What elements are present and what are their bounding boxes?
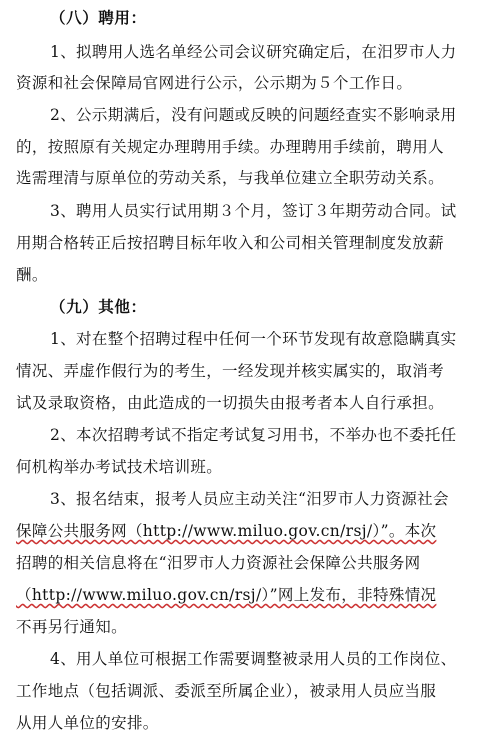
section-8-line-1: 1、拟聘用人选名单经公司会议研究确定后，在汨罗市人力	[50, 43, 457, 61]
section-9-line-7-url: 保障公共服务网（http://www.miluo.gov.cn/rsj/）”。本次	[16, 522, 437, 540]
section-8-line-6: 3、聘用人员实行试用期３个月，签订３年期劳动合同。试	[50, 202, 457, 220]
section-8-line-7: 用期合格转正后按招聘目标年收入和公司相关管理制度发放薪	[16, 234, 444, 252]
section-9-line-3: 试及录取资格，由此造成的一切损失由报考者本人自行承担。	[16, 394, 444, 412]
section-8-line-3: 2、公示期满后，没有问题或反映的问题经查实不影响录用	[50, 106, 457, 124]
section-9-line-4: 2、本次招聘考试不指定考试复习用书，不举办也不委托任	[50, 426, 457, 444]
section-9-line-6: 3、报名结束，报考人员应主动关注“汨罗市人力资源社会	[50, 490, 449, 508]
section-8-line-2: 资源和社会保障局官网进行公示，公示期为５个工作日。	[16, 74, 413, 92]
section-9-heading: （九）其他：	[50, 297, 147, 316]
section-8-heading: （八）聘用：	[50, 8, 147, 27]
section-9-line-9-url: （http://www.miluo.gov.cn/rsj/）”网上发布，非特殊情况	[16, 586, 437, 604]
section-9-line-13: 从用人单位的安排。	[16, 714, 159, 732]
section-8-line-4: 的，按照原有关规定办理聘用手续。办理聘用手续前，聘用人	[16, 138, 444, 156]
section-8-line-5: 选需理清与原单位的劳动关系，与我单位建立全职劳动关系。	[16, 169, 444, 187]
section-9-line-1: 1、对在整个招聘过程中任何一个环节发现有故意隐瞒真实	[50, 330, 457, 348]
section-9-line-2: 情况、弄虚作假行为的考生，一经发现并核实属实的，取消考	[16, 362, 444, 380]
section-9-line-11: 4、用人单位可根据工作需要调整被录用人员的工作岗位、	[50, 650, 457, 668]
section-9-line-5: 何机构举办考试技术培训班。	[16, 458, 223, 476]
section-9-line-10: 不再另行通知。	[16, 618, 127, 636]
section-8-line-8: 酬。	[16, 266, 48, 284]
section-9-line-8: 招聘的相关信息将在“汨罗市人力资源社会保障公共服务网	[16, 554, 421, 572]
section-9-line-12: 工作地点（包括调派、委派至所属企业），被录用人员应当服	[16, 682, 437, 700]
